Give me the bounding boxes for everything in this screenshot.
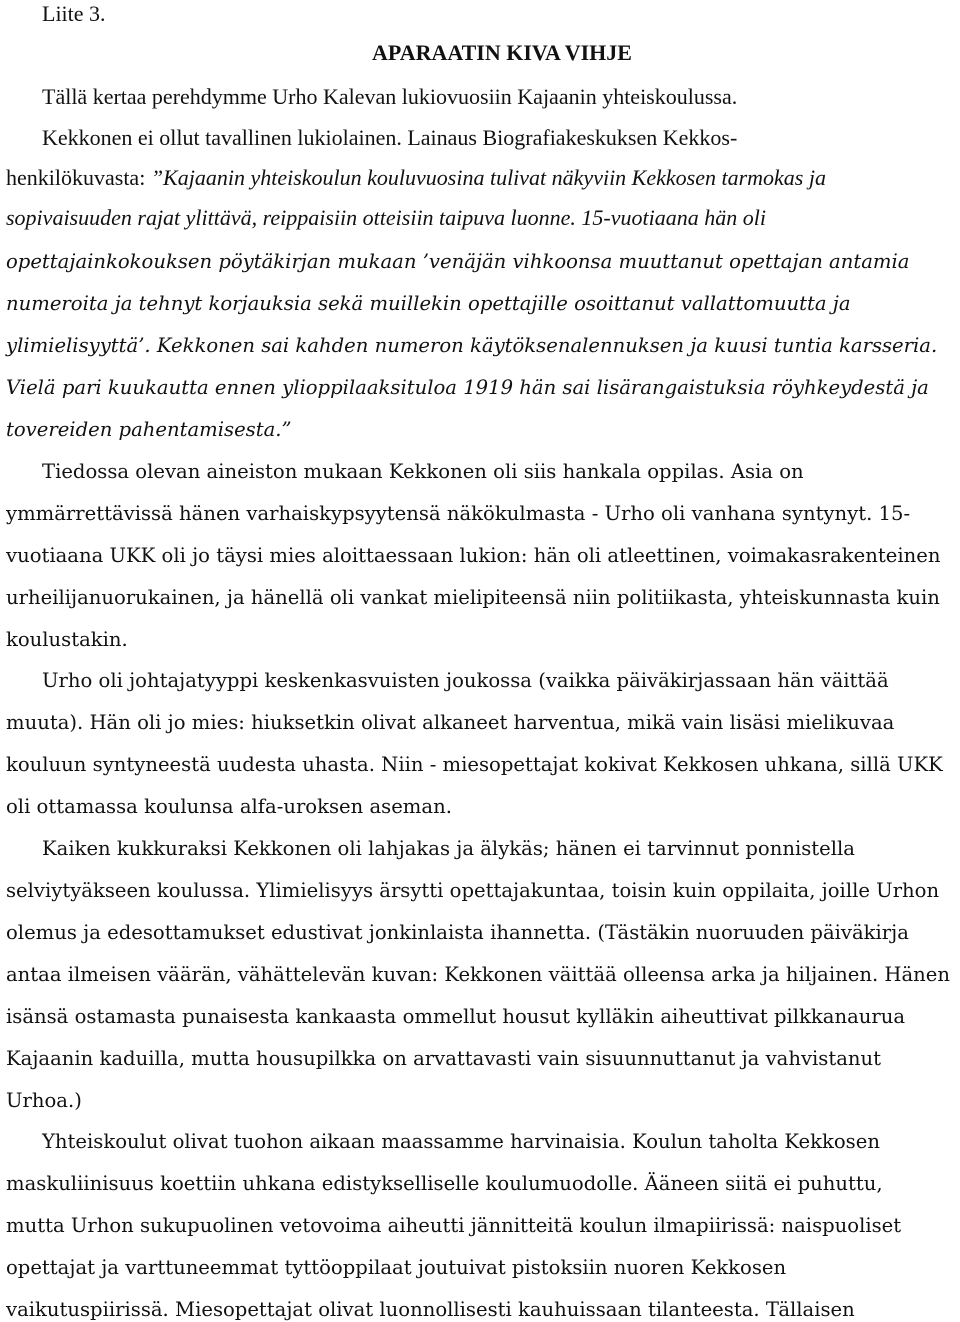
paragraph-3-line-3: kouluun syntyneestä uudesta uhasta. Niin - miesopettajat kokivat Kekkosen uhkana, sillä UKK <box>6 753 943 776</box>
paragraph-5-line-2: maskuliinisuus koettiin uhkana edistykselliselle koulumuodolle. Ääneen siitä ei puhuttu, <box>6 1172 883 1195</box>
quote-line-7: ylimielisyyttä’. Kekkonen sai kahden numeron käytöksenalennuksen ja kuusi tuntia karsseria. <box>6 334 938 357</box>
quote-start: ”Kajaanin yhteiskoulun kouluvuosina tulivat näkyviin Kekkosen tarmokas ja <box>150 165 826 190</box>
page-title: APARAATIN KIVA VIHJE <box>372 40 632 65</box>
paragraph-3-line-1: Urho oli johtajatyyppi keskenkasvuisten joukossa (vaikka päiväkirjassaan hän väittää <box>42 669 889 692</box>
paragraph-3-line-2: muuta). Hän oli jo mies: hiuksetkin olivat alkaneet harventua, mikä vain lisäsi mielikuvaa <box>6 711 895 734</box>
paragraph-2-line-5: koulustakin. <box>6 628 128 651</box>
paragraph-4-line-6: Kajaanin kaduilla, mutta housupilkka on arvattavasti vain sisuunnuttanut ja vahvistanut <box>6 1047 882 1070</box>
quote-line-6: numeroita ja tehnyt korjauksia sekä muillekin opettajille osoittanut vallattomuutta ja <box>6 292 851 315</box>
paragraph-4-line-1: Kaiken kukkuraksi Kekkonen oli lahjakas ja älykäs; hänen ei tarvinnut ponnistella <box>42 837 855 860</box>
quote-line-4: sopivaisuuden rajat ylittävä, reippaisiin otteisiin taipuva luonne. 15-vuotiaana hän oli <box>6 205 766 230</box>
paragraph-4-line-4: antaa ilmeisen väärän, vähättelevän kuvan: Kekkonen väittää olleensa arka ja hiljainen. Hänen <box>6 963 951 986</box>
paragraph-3-line-4: oli ottamassa koulunsa alfa-uroksen aseman. <box>6 795 452 818</box>
paragraph-1-line-2: Kekkonen ei ollut tavallinen lukiolainen. Lainaus Biografiakeskuksen Kekkos- <box>42 125 738 150</box>
paragraph-1-line-3-start: henkilökuvasta: <box>6 165 151 190</box>
paragraph-5-line-1: Yhteiskoulut olivat tuohon aikaan maassamme harvinaisia. Koulun taholta Kekkosen <box>42 1130 880 1153</box>
page-header: Liite 3. <box>42 1 106 26</box>
paragraph-1-line-1: Tällä kertaa perehdymme Urho Kalevan lukiovuosiin Kajaanin yhteiskoulussa. <box>42 84 738 109</box>
paragraph-5-line-3: mutta Urhon sukupuolinen vetovoima aiheutti jännitteitä koulun ilmapiirissä: naispuoliset <box>6 1214 902 1237</box>
paragraph-5-line-5: vaikutuspiirissä. Miesopettajat olivat luonnollisesti kauhuissaan tilanteesta. Tällaisen <box>6 1298 855 1321</box>
paragraph-4-line-2: selviytyäkseen koulussa. Ylimielisyys ärsytti opettajakuntaa, toisin kuin oppilaita, joille Urhon <box>6 879 940 902</box>
paragraph-2-line-4: urheilijanuorukainen, ja hänellä oli vankat mielipiteensä niin politiikasta, yhteiskunnasta kuin <box>6 586 940 609</box>
paragraph-2-line-1: Tiedossa olevan aineiston mukaan Kekkonen oli siis hankala oppilas. Asia on <box>42 460 804 483</box>
paragraph-4-line-7: Urhoa.) <box>6 1089 82 1112</box>
paragraph-2-line-3: vuotiaana UKK oli jo täysi mies aloittaessaan lukion: hän oli atleettinen, voimakasrakenteinen <box>6 544 941 567</box>
paragraph-2-line-2: ymmärrettävissä hänen varhaiskypsyytensä näkökulmasta - Urho oli vanhana syntynyt. 15- <box>6 502 911 525</box>
paragraph-5-line-4: opettajat ja varttuneemmat tyttöoppilaat joutuivat pistoksiin nuoren Kekkosen <box>6 1256 787 1279</box>
quote-line-9: tovereiden pahentamisesta.” <box>6 418 292 441</box>
paragraph-1-line-3 <box>6 167 826 189</box>
paragraph-4-line-3: olemus ja edesottamukset edustivat jonkinlaista ihannetta. (Tästäkin nuoruuden päiväkirja <box>6 921 909 944</box>
paragraph-4-line-5: isänsä ostamasta punaisesta kankaasta ommellut housut kylläkin aiheuttivat pilkkanaurua <box>6 1005 906 1028</box>
quote-line-5: opettajainkokouksen pöytäkirjan mukaan ’venäjän vihkoonsa muuttanut opettajan antamia <box>6 250 910 273</box>
quote-line-8: Vielä pari kuukautta ennen ylioppilaaksituloa 1919 hän sai lisärangaistuksia röyhkeydestä ja <box>6 376 929 399</box>
